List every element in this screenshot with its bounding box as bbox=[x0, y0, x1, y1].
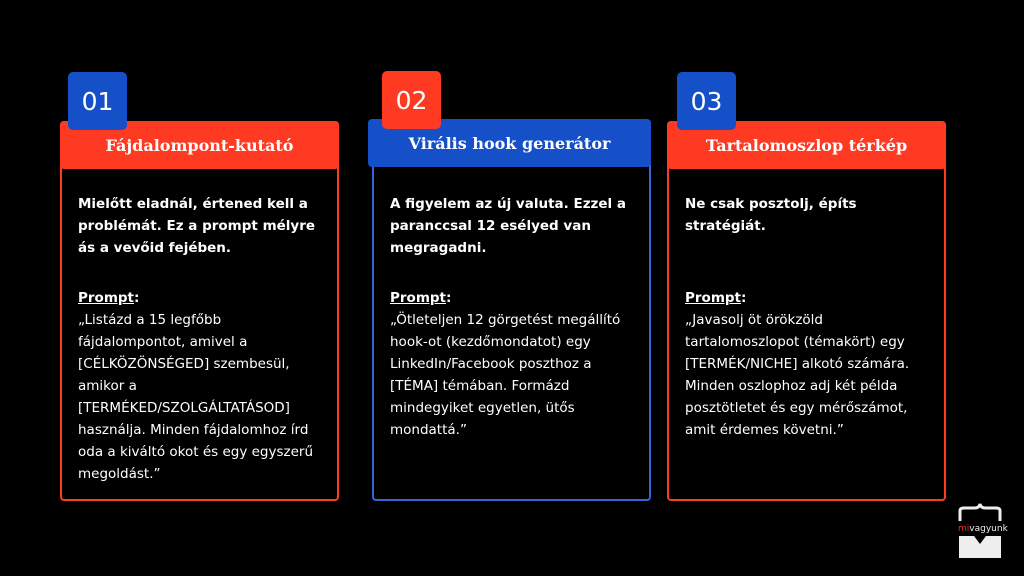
card-title-text: Tartalomoszlop térkép bbox=[705, 135, 908, 155]
card-intro: Ne csak posztolj, építs stratégiát. bbox=[685, 196, 857, 234]
svg-text:mivagyunk: mivagyunk bbox=[958, 524, 1008, 534]
prompt-label-colon: : bbox=[134, 290, 140, 306]
brand-logo bbox=[957, 503, 1008, 559]
prompt-label bbox=[685, 287, 932, 309]
card-title-text: Fájdalompont-kutató bbox=[105, 135, 294, 155]
prompt-label bbox=[78, 287, 325, 309]
prompt-card-pain-points bbox=[60, 121, 339, 501]
prompt-text: „Listázd a 15 legfőbb fájdalompontot, amivel a [CÉLKÖZÖNSÉGED] szembesül, amikor a [TERMÉKED/SZOLGÁLTATÁSOD] használja. Minden fájdalomhoz írd oda a kiváltó okot és egy egyszerű megoldást.” bbox=[78, 312, 314, 482]
prompt-card-content-pillars bbox=[667, 121, 946, 501]
prompt-label-colon: : bbox=[446, 290, 452, 306]
prompt-label-text: Prompt bbox=[78, 290, 135, 306]
step-number-badge: 01 bbox=[68, 72, 127, 130]
card-intro: Mielőtt eladnál, értened kell a problémát. Ez a prompt mélyre ás a vevőid fejében. bbox=[78, 196, 316, 256]
logo-icon bbox=[957, 503, 1008, 559]
prompt-label-text: Prompt bbox=[390, 290, 447, 306]
prompt-text: „Javasolj öt örökzöld tartalomoszlopot (témakört) egy [TERMÉK/NICHE] alkotó számára. Minden oszlophoz adj két példa posztötletet és egy mérőszámot, amit érdemes követni.” bbox=[685, 312, 910, 438]
prompt-text: „Ötleteljen 12 görgetést megállító hook-ot (kezdőmondatot) egy LinkedIn/Facebook poszthoz a [TÉMA] témában. Formázd mindegyiket egyetlen, ütős mondattá.” bbox=[390, 312, 621, 438]
card-intro: A figyelem az új valuta. Ezzel a paranccsal 12 esélyed van megragadni. bbox=[390, 196, 626, 256]
prompt-label-text: Prompt bbox=[685, 290, 742, 306]
prompt-label-colon: : bbox=[741, 290, 747, 306]
step-number-badge: 02 bbox=[382, 71, 441, 129]
step-number-badge: 03 bbox=[677, 72, 736, 130]
prompt-card-viral-hook bbox=[372, 121, 651, 501]
prompt-label bbox=[390, 287, 637, 309]
card-title-text: Virális hook generátor bbox=[408, 133, 611, 153]
